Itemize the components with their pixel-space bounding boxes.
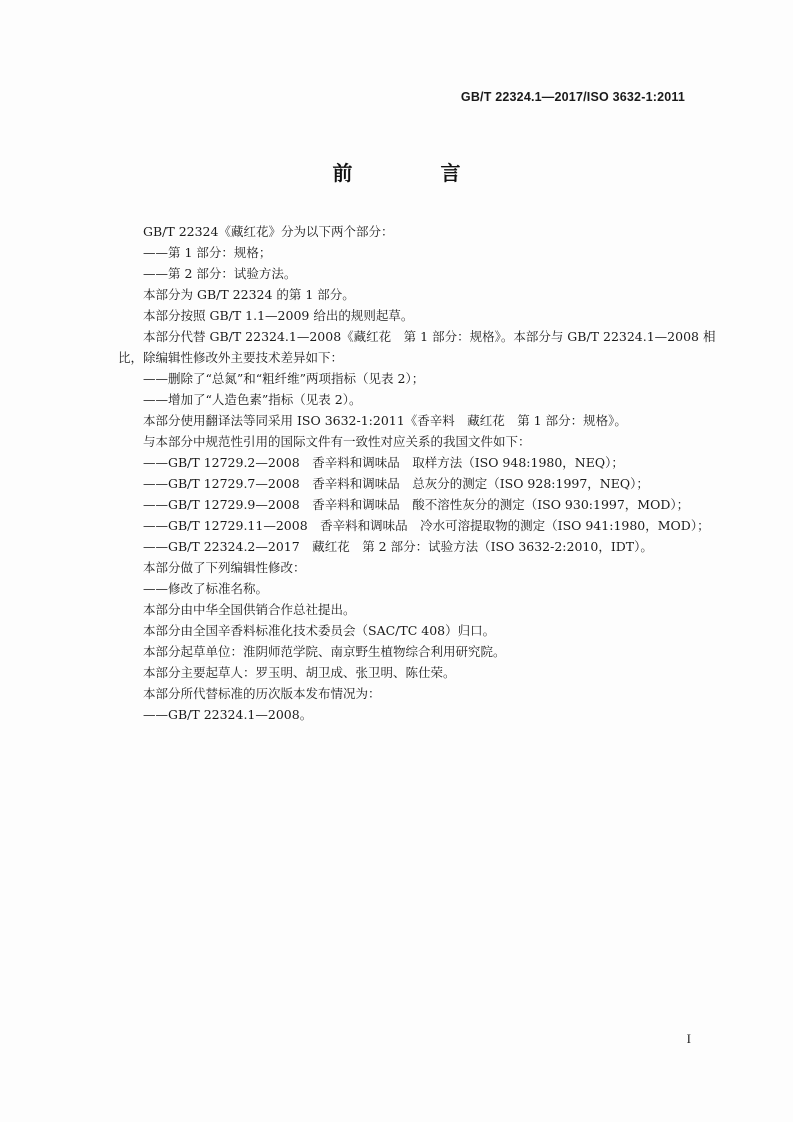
paragraph-line: 本部分所代替标准的历次版本发布情况为： (143, 686, 381, 701)
list-item: ——GB/T 12729.9—2008 香辛料和调味品 酸不溶性灰分的测定（ISO 930:1997，MOD）； (143, 497, 690, 512)
paragraph-line: 与本部分中规范性引用的国际文件有一致性对应关系的我国文件如下： (143, 434, 531, 449)
list-item: ——GB/T 12729.7—2008 香辛料和调味品 总灰分的测定（ISO 928:1997，NEQ）； (143, 476, 649, 491)
list-item: ——GB/T 22324.1—2008。 (143, 707, 313, 722)
list-item: ——第 2 部分：试验方法。 (143, 266, 297, 281)
paragraph-line: 本部分由全国辛香料标准化技术委员会（SAC/TC 408）归口。 (143, 623, 496, 638)
page-number: I (686, 1031, 691, 1046)
paragraph-line: 本部分按照 GB/T 1.1—2009 给出的规则起草。 (143, 308, 414, 323)
list-item: ——GB/T 12729.2—2008 香辛料和调味品 取样方法（ISO 948:1980，NEQ）； (143, 455, 624, 470)
paragraph-line: 本部分使用翻译法等同采用 ISO 3632-1:2011《香辛料 藏红花 第 1 部分：规格》。 (143, 413, 627, 428)
list-item: ——删除了“总氮”和“粗纤维”两项指标（见表 2）； (143, 371, 425, 386)
paragraph-line: 本部分代替 GB/T 22324.1—2008《藏红花 第 1 部分：规格》。本部分与 GB/T 22324.1—2008 相 (143, 329, 716, 344)
paragraph-line: 本部分起草单位：淮阴师范学院、南京野生植物综合利用研究院。 (143, 644, 506, 659)
list-item: ——增加了“人造色素”指标（见表 2）。 (143, 392, 362, 407)
standard-code: GB/T 22324.1—2017/ISO 3632-1:2011 (460, 90, 685, 104)
foreword-body (118, 221, 716, 725)
list-item: ——GB/T 12729.11—2008 香辛料和调味品 冷水可溶提取物的测定（ISO 941:1980，MOD）； (143, 518, 710, 533)
paragraph-line: 本部分为 GB/T 22324 的第 1 部分。 (143, 287, 355, 302)
page-title: 前 言 (332, 161, 495, 185)
paragraph-line: 本部分主要起草人：罗玉明、胡卫成、张卫明、陈仕荣。 (143, 665, 456, 680)
list-item: ——修改了标准名称。 (143, 581, 269, 596)
paragraph-line: 比，除编辑性修改外主要技术差异如下： (118, 350, 344, 365)
paragraph-line: 本部分由中华全国供销合作总社提出。 (143, 602, 356, 617)
paragraph-line: 本部分做了下列编辑性修改： (143, 560, 306, 575)
paragraph-line: GB/T 22324《藏红花》分为以下两个部分： (143, 224, 394, 239)
list-item: ——第 1 部分：规格； (143, 245, 272, 260)
list-item: ——GB/T 22324.2—2017 藏红花 第 2 部分：试验方法（ISO 3632-2:2010，IDT）。 (143, 539, 653, 554)
